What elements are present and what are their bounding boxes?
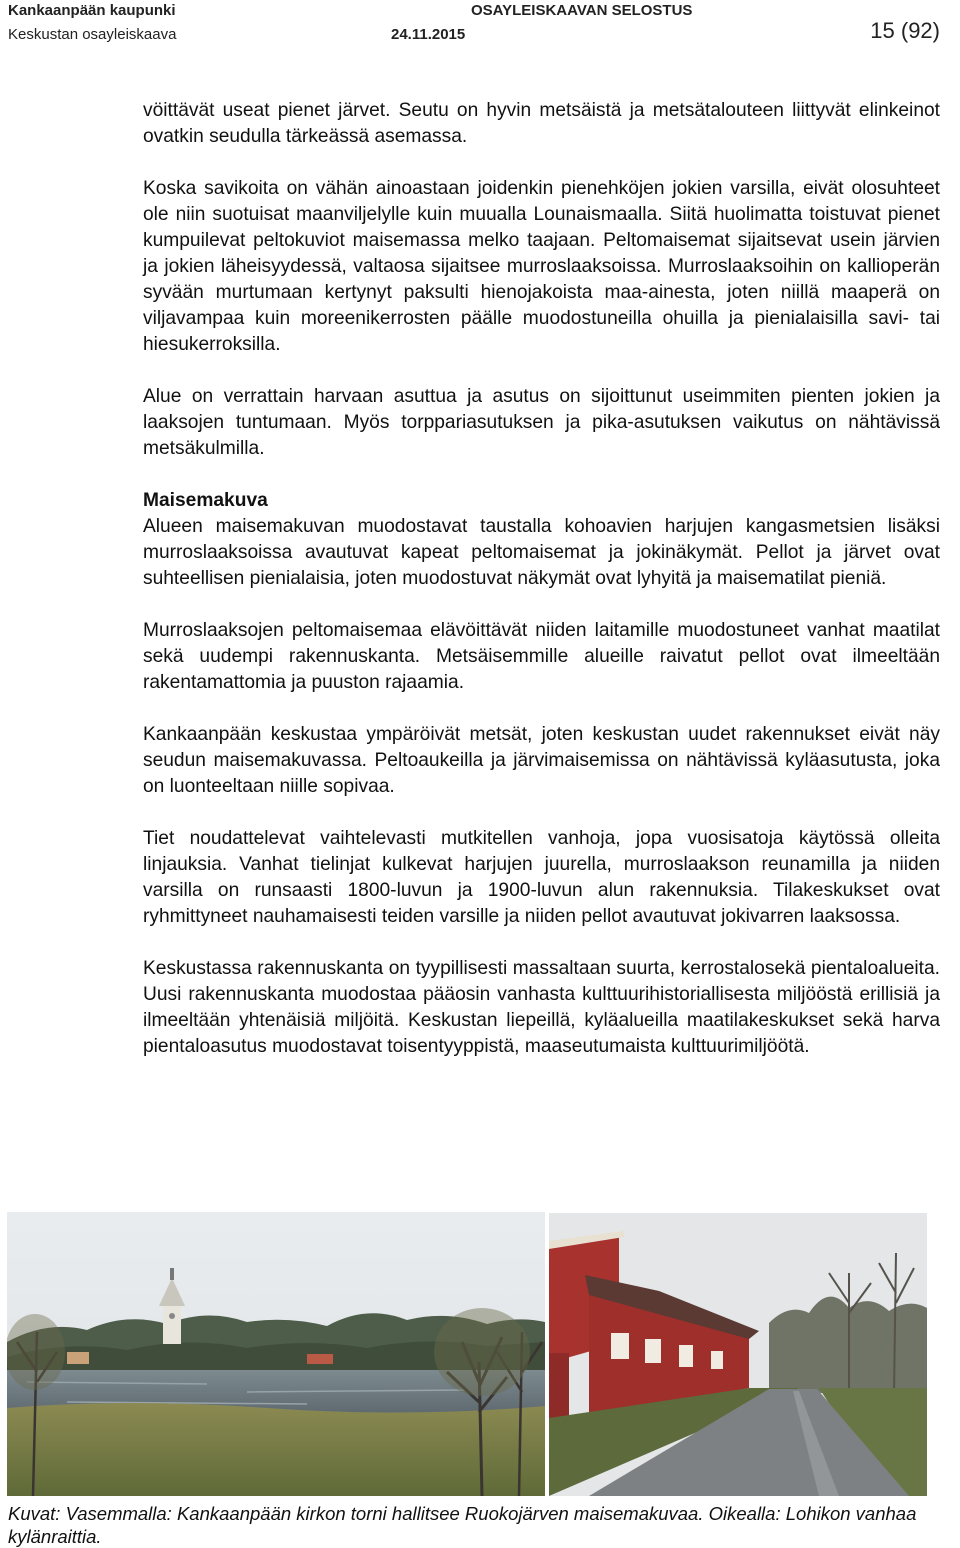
paragraph: Tiet noudattelevat vaihtelevasti mutkitellen vanhoja, jopa vuosisatoja käytössä olleita linjauksia. Vanhat tielinjat kulkevat harjujen juurella, murroslaakson reunamilla ja niiden varsilla on runsaasti 1800-luvun ja 1900-luvun alun rakennuksia. Tilakeskukset ovat ryhmittyneet nauhamaisesti teiden varsille ja niiden pellot avautuvat jokivarren laaksossa. — [143, 828, 940, 927]
page-number: 15 (92) — [870, 18, 940, 43]
village-road-photo — [549, 1213, 927, 1496]
paragraph: vöittävät useat pienet järvet. Seutu on hyvin metsäistä ja metsätalouteen liittyvät elinkeinot ovatkin seudulla tärkeässä asemassa. — [143, 100, 940, 147]
paragraph: Keskustassa rakennuskanta on tyypillisesti massaltaan suurta, kerrostalosekä pientaloalueita. Uusi rakennuskanta muodostaa pääosin vanhasta kulttuurihistoriallisesta miljööstä erillisiä ja ilmeeltään yhtenäisiä miljöitä. Keskustan liepeillä, kyläalueilla maatilakeskukset sekä harva pientaloasutus muodostavat toisentyyppistä, maaseutumaista kulttuurimiljöötä. — [143, 958, 940, 1057]
section-heading: Maisemakuva — [143, 490, 268, 511]
header-plan-name: Keskustan osayleiskaava — [8, 26, 177, 43]
paragraph: Kankaanpään keskustaa ympäröivät metsät, joten keskustan uudet rakennukset eivät näy seudun maisemakuvassa. Peltoaukeilla ja järvimaisemissa on nähtävissä kyläasutusta, joka on luonteeltaan niille sopivaa. — [143, 724, 940, 797]
paragraph: Koska savikoita on vähän ainoastaan joidenkin pienehköjen jokien varsilla, eivät olosuhteet ole niin suotuisat maanviljelylle kuin muualla Lounaismaalla. Siitä huolimatta toistuvat pienet kumpuilevat peltokuviot maisemassa melko taajaan. Peltomaisemat sijaitsevat usein järvien ja jokien läheisyydessä, valtaosa sijaitsee murroslaaksoissa. Murroslaaksoihin on kallioperän syvään murtumaan kertynyt paksulti hienojakoista maa-ainesta, joten niillä maaperä on viljavampaa kuin moreenikerrosten päälle muodostuneilla ohuilla ja pienialaisilla savi- tai hiesukerroksilla. — [143, 178, 940, 355]
lake-church-photo — [7, 1212, 545, 1496]
body-text — [143, 98, 940, 1086]
photo-caption: Kuvat: Vasemmalla: Kankaanpään kirkon torni hallitsee Ruokojärven maisemakuvaa. Oikealla: Lohikon vanhaa kylänraittia. — [8, 1503, 917, 1547]
page-header — [8, 0, 940, 54]
header-date: 24.11.2015 — [391, 26, 466, 43]
paragraph: Murroslaaksojen peltomaisemaa elävöittävät niiden laitamille muodostuneet vanhat maatilat sekä uudempi rakennuskanta. Metsäisemmille alueille raivatut pellot ovat ilmeeltään rakentamattomia ja puuston rajaamia. — [143, 620, 940, 693]
header-document-type: OSAYLEISKAAVAN SELOSTUS — [471, 2, 693, 19]
paragraph: Alue on verrattain harvaan asuttua ja asutus on sijoittunut useimmiten pienten jokien ja laaksojen tuntumaan. Myös torppariasutuksen ja pika-asutuksen vaikutus on nähtävissä metsäkulmilla. — [143, 386, 940, 459]
paragraph: Alueen maisemakuvan muodostavat taustalla kohoavien harjujen kangasmetsien lisäksi murroslaaksoissa avautuvat kapeat peltomaisemat ja jokinäkymät. Pellot ja järvet ovat suhteellisen pienialaisia, joten muodostuvat näkymät ovat lyhyitä ja maisematilat pieniä. — [143, 516, 940, 589]
header-organization: Kankaanpään kaupunki — [8, 2, 176, 19]
